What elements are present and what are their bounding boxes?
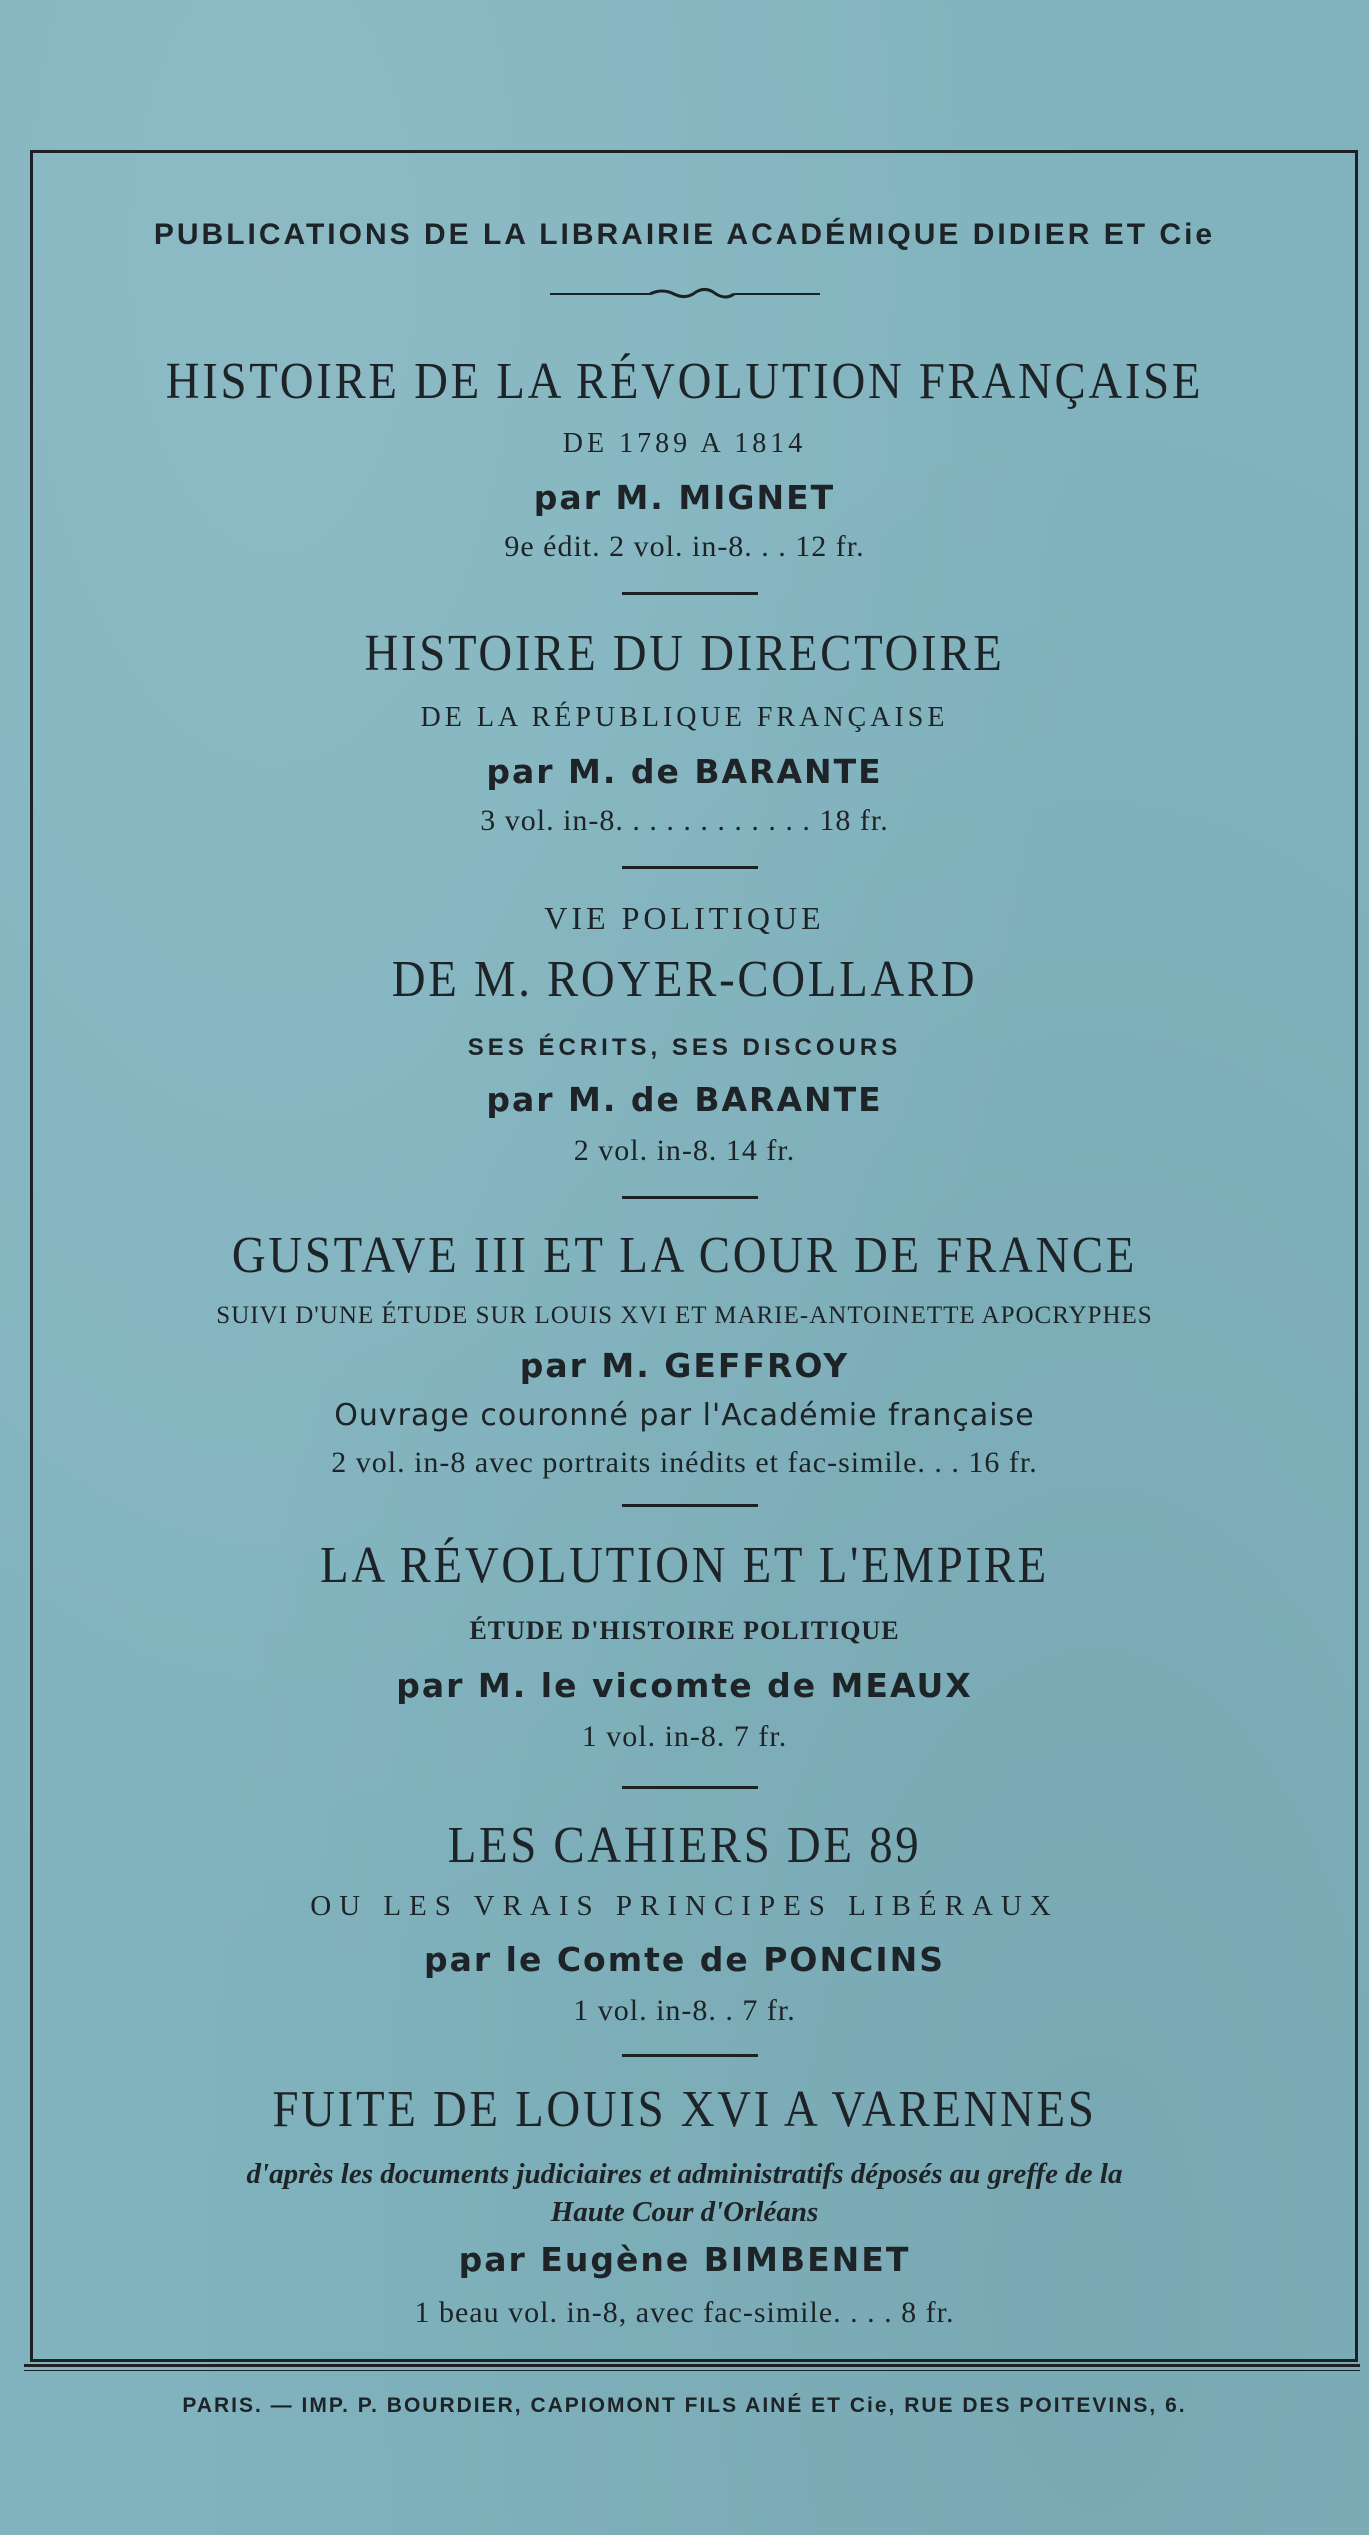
book-1-edition: 9e édit. 2 vol. in-8. . . 12 fr. [504,530,865,563]
separator-rule [622,866,758,869]
book-7-title: FUITE DE LOUIS XVI A VARENNES [272,2081,1097,2138]
book-6-author: par le Comte de PONCINS [424,1940,945,1979]
book-1-title: HISTOIRE DE LA RÉVOLUTION FRANÇAISE [165,353,1204,410]
book-2-edition: 3 vol. in-8. . . . . . . . . . . . 18 fr. [480,804,889,837]
book-1-subtitle: DE 1789 A 1814 [562,428,807,459]
book-5-author: par M. le vicomte de MEAUX [396,1666,973,1705]
book-4-award: Ouvrage couronné par l'Académie française [334,1398,1035,1433]
book-6-title: LES CAHIERS DE 89 [447,1817,922,1874]
book-7-edition: 1 beau vol. in-8, avec fac-simile. . . . 8 fr. [414,2296,955,2329]
publisher-header: PUBLICATIONS DE LA LIBRAIRIE ACADÉMIQUE DIDIER ET Cie [153,218,1216,251]
book-6-edition: 1 vol. in-8. . 7 fr. [573,1994,796,2027]
book-6-subtitle: OU LES VRAIS PRINCIPES LIBÉRAUX [310,1890,1059,1922]
book-5-edition: 1 vol. in-8. 7 fr. [581,1720,788,1753]
book-2-author: par M. de BARANTE [486,752,883,791]
separator-rule [622,1786,758,1789]
separator-rule [622,592,758,595]
book-5-subtitle: ÉTUDE D'HISTOIRE POLITIQUE [469,1616,900,1645]
book-3-author: par M. de BARANTE [486,1080,883,1119]
printer-imprint: PARIS. — IMP. P. BOURDIER, CAPIOMONT FILS AINÉ ET Cie, RUE DES POITEVINS, 6. [182,2394,1187,2417]
book-2-subtitle: DE LA RÉPUBLIQUE FRANÇAISE [420,702,949,733]
book-4-edition: 2 vol. in-8 avec portraits inédits et fac-simile. . . 16 fr. [331,1446,1038,1479]
book-4-author: par M. GEFFROY [519,1346,850,1385]
book-3-edition: 2 vol. in-8. 14 fr. [573,1134,796,1167]
separator-rule [622,1504,758,1507]
ornament-divider [0,284,1369,304]
book-7-note-line-2: Haute Cour d'Orléans [550,2196,819,2228]
separator-rule [622,1196,758,1199]
book-5-title: LA RÉVOLUTION ET L'EMPIRE [320,1537,1049,1594]
book-3-title: DE M. ROYER-COLLARD [391,951,978,1008]
book-2-title: HISTOIRE DU DIRECTOIRE [364,625,1005,682]
book-7-note-line-1: d'après les documents judiciaires et administratifs déposés au greffe de la [246,2158,1123,2190]
book-3-subtitle: SES ÉCRITS, SES DISCOURS [467,1034,902,1061]
book-4-subtitle: SUIVI D'UNE ÉTUDE SUR LOUIS XVI ET MARIE-ANTOINETTE APOCRYPHES [216,1302,1153,1329]
bottom-rule-thin [24,2370,1360,2371]
bottom-rule [24,2364,1360,2367]
book-7-author: par Eugène BIMBENET [458,2240,911,2279]
book-1-author: par M. MIGNET [533,478,836,517]
book-3-pretitle: VIE POLITIQUE [544,900,825,936]
separator-rule [622,2054,758,2057]
book-4-title: GUSTAVE III ET LA COUR DE FRANCE [231,1227,1138,1284]
